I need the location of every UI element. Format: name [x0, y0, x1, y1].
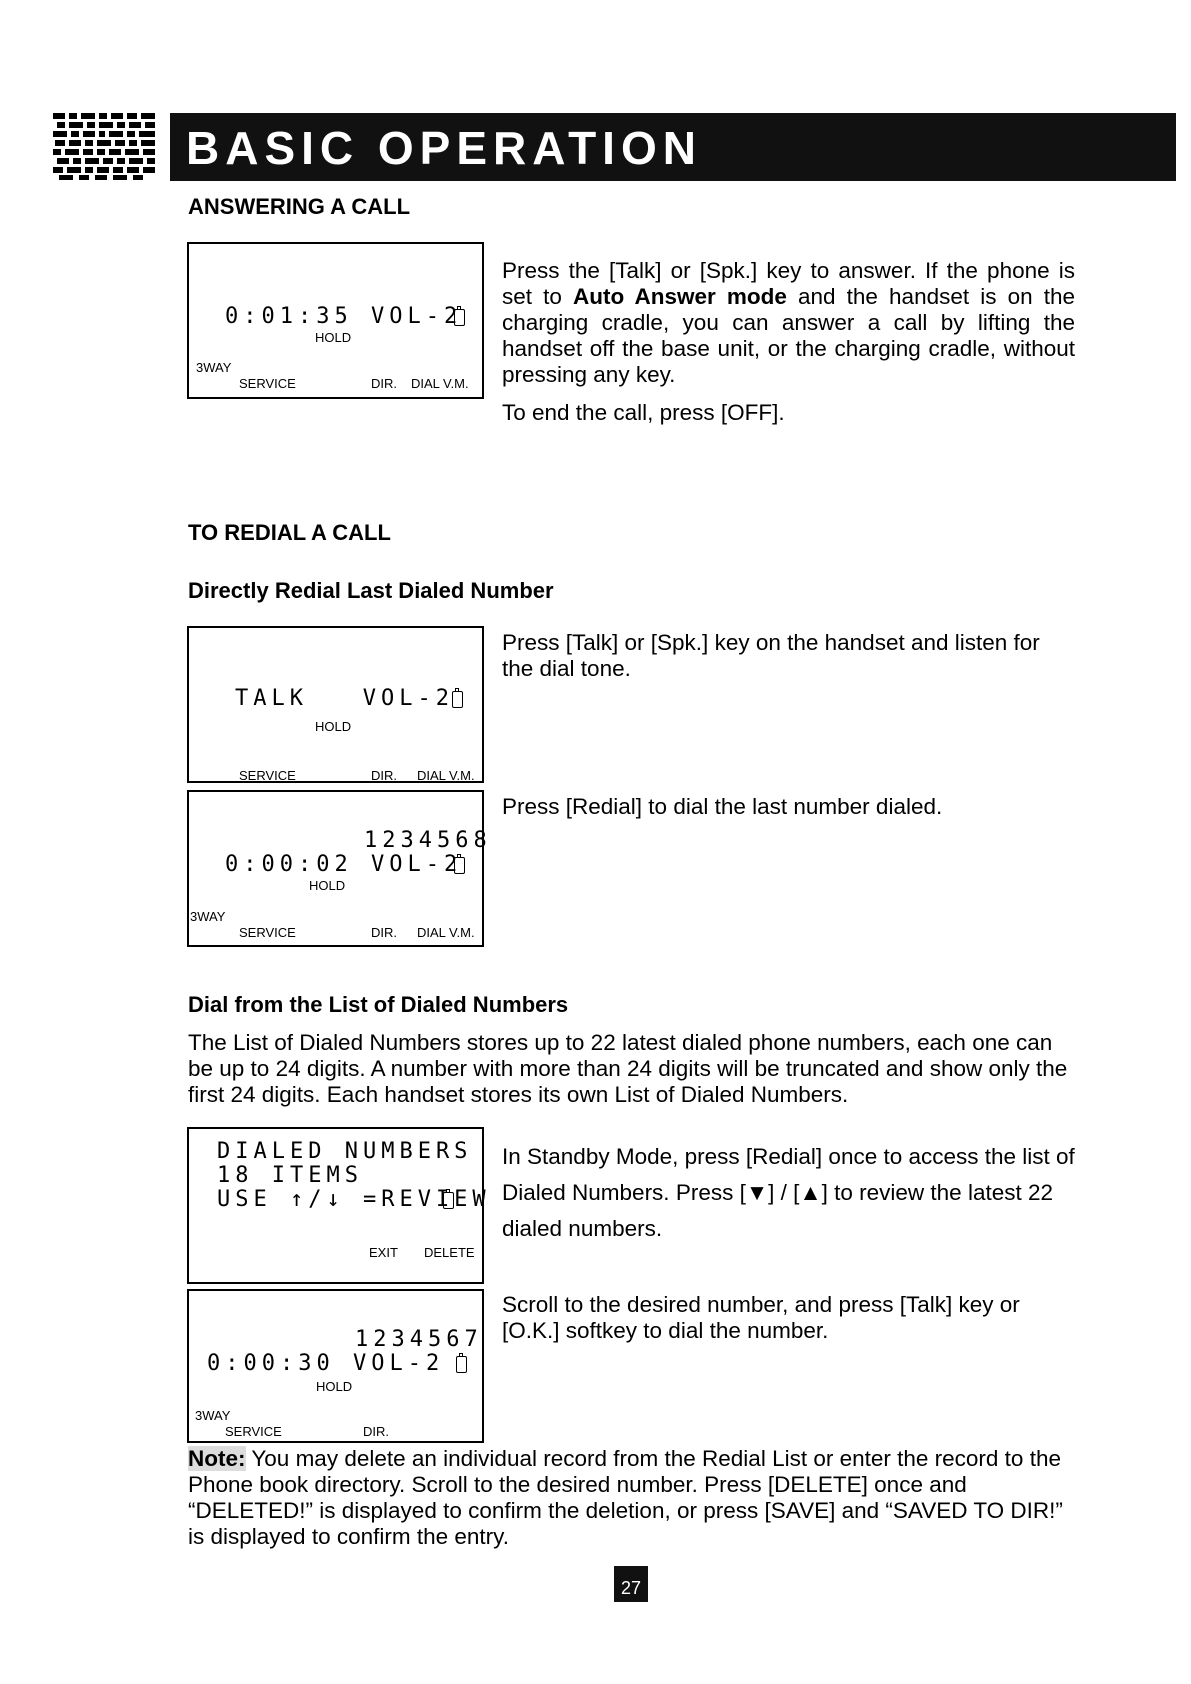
battery-icon	[452, 691, 463, 708]
lcd-dir-label: DIR.	[371, 376, 397, 391]
battery-icon	[454, 309, 465, 326]
answering-text-part2: and the handset is on the charging cradle, you can answer a call by lifting the handset off the base unit, or the charging cradle, without pressing any key.	[502, 284, 1075, 387]
chapter-title: BASIC OPERATION	[186, 122, 702, 174]
redial-heading: TO REDIAL A CALL	[188, 520, 391, 545]
lcd-list-count: 18 ITEMS	[217, 1163, 363, 1188]
lcd-talk	[187, 626, 484, 783]
lcd-hold-label: HOLD	[316, 1379, 353, 1394]
battery-icon	[456, 1356, 467, 1373]
lcd-dir-label: DIR.	[363, 1424, 389, 1439]
lcd-dial-vm-label: DIAL V.M.	[417, 768, 475, 783]
lcd-time-volume: 0:01:35 VOL-2	[225, 304, 463, 329]
lcd-exit-softkey: EXIT	[369, 1245, 398, 1260]
battery-icon	[454, 857, 465, 874]
lcd-service-label: SERVICE	[225, 1424, 282, 1439]
lcd-talk-volume: TALK VOL-2	[235, 686, 454, 711]
note-label: Note:	[188, 1446, 246, 1471]
lcd-dir-label: DIR.	[371, 925, 397, 940]
lcd-3way-label: 3WAY	[195, 1408, 231, 1423]
lcd-3way-label: 3WAY	[190, 909, 226, 924]
lcd-list-title: DIALED NUMBERS	[217, 1139, 473, 1164]
lcd-dialed-list	[187, 1127, 491, 1284]
lcd-dial-vm-label: DIAL V.M.	[411, 376, 469, 391]
battery-icon	[443, 1192, 454, 1209]
dial-list-step2: Scroll to the desired number, and press [Talk] key or [O.K.] softkey to dial the number.	[502, 1292, 1020, 1343]
note-text: You may delete an individual record from the Redial List or enter the record to the Phone book directory. Scroll to the desired number. Press [DELETE] once and “DELETED!” is displayed to confirm the deletion, or press [SAVE] and “SAVED TO DIR!” is displayed to confirm the entry.	[188, 1446, 1063, 1549]
lcd-hold-label: HOLD	[309, 878, 346, 893]
lcd-dir-label: DIR.	[371, 768, 397, 783]
lcd-3way-label: 3WAY	[196, 360, 232, 375]
lcd-time-volume: 0:00:02 VOL-2	[225, 852, 463, 877]
lcd-service-label: SERVICE	[239, 925, 296, 940]
redial-step1: Press [Talk] or [Spk.] key on the handset and listen for the dial tone.	[502, 630, 1040, 681]
chapter-title-bar	[170, 113, 1176, 181]
redial-step2: Press [Redial] to dial the last number dialed.	[502, 794, 943, 819]
end-call-paragraph: To end the call, press [OFF].	[502, 400, 785, 425]
answering-text-part1: Press the [Talk] or [Spk.] key to answer. If the phone is set to	[502, 258, 1075, 309]
lcd-dial-vm-label: DIAL V.M.	[417, 925, 475, 940]
dial-list-subheading: Dial from the List of Dialed Numbers	[188, 992, 569, 1017]
lcd-hold-label: HOLD	[315, 719, 352, 734]
note-paragraph	[188, 1446, 1076, 1550]
redial-subheading: Directly Redial Last Dialed Number	[188, 578, 554, 603]
lcd-service-label: SERVICE	[239, 768, 296, 783]
dial-list-step1: In Standby Mode, press [Redial] once to access the list of Dialed Numbers. Press [▼] / [▲] to review the latest 22 dialed numbers.	[502, 1144, 1075, 1241]
page-number: 27	[614, 1566, 648, 1602]
chapter-logo-pattern	[53, 113, 163, 181]
lcd-redial-number	[187, 790, 492, 947]
lcd-list-call	[187, 1289, 484, 1443]
lcd-dialed-number: 1234568	[364, 828, 492, 853]
lcd-service-label: SERVICE	[239, 376, 296, 391]
answering-heading: ANSWERING A CALL	[188, 194, 411, 219]
answering-paragraph	[502, 258, 1075, 388]
lcd-answering	[187, 242, 484, 399]
lcd-time-volume: 0:00:30 VOL-2	[207, 1351, 445, 1376]
answering-text-bold: Auto Answer mode	[573, 284, 787, 309]
lcd-delete-softkey: DELETE	[424, 1245, 475, 1260]
lcd-hold-label: HOLD	[315, 330, 352, 345]
lcd-list-instruction: USE ↑/↓ =REVIEW	[217, 1187, 491, 1212]
lcd-dialed-number: 1234567	[355, 1327, 483, 1352]
dial-list-intro: The List of Dialed Numbers stores up to 22 latest dialed phone numbers, each one can be up to 24 digits. A number with more than 24 digits will be truncated and show only the first 24 digits. Each handset stores its own List of Dialed Numbers.	[188, 1030, 1068, 1107]
